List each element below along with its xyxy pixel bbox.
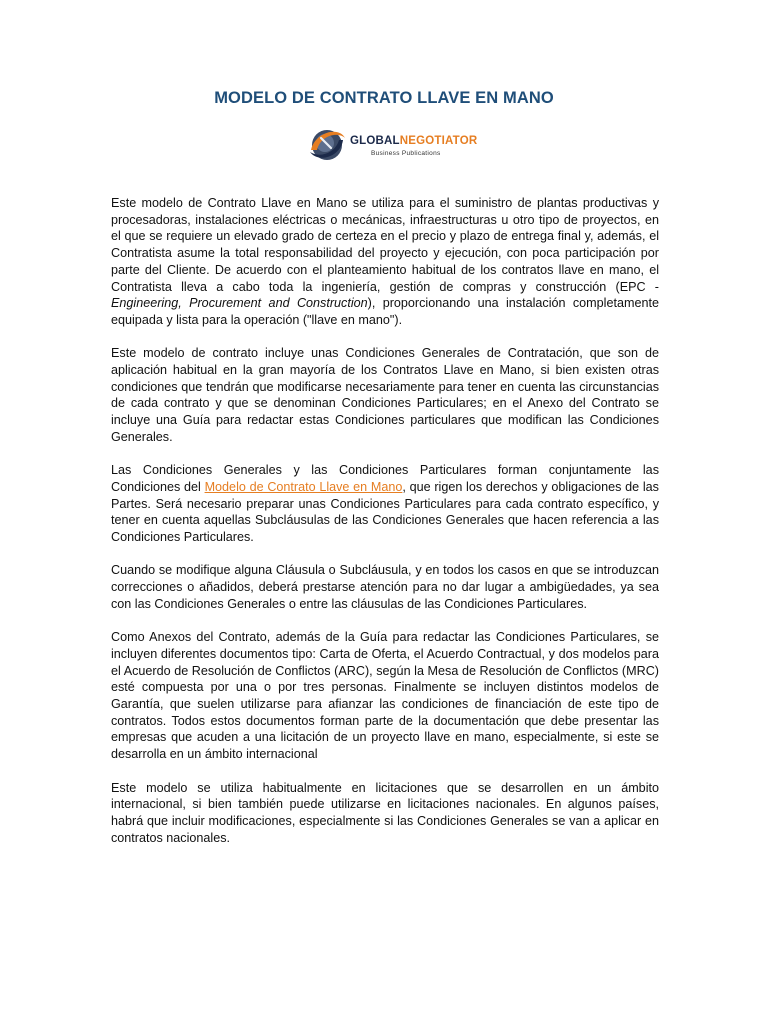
paragraph-2: Este modelo de contrato incluye unas Condiciones Generales de Contratación, que son de aplicación habitual en la gran mayoría de los Contratos Llave en Mano, si bien existen otras condiciones que tendrán que modificarse necesariamente para tener en cuenta las circunstancias de cada contrato y que se denominan Condiciones Particulares; en el Anexo del Contrato se incluye una Guía para redactar estas Condiciones particulares que modifican las Condiciones Generales. xyxy=(111,346,659,444)
globe-swirl-icon xyxy=(305,124,349,166)
paragraph-1-text-a: Este modelo de Contrato Llave en Mano se utiliza para el suministro de plantas productivas y procesadoras, instalaciones eléctricas o mecánicas, infraestructuras u otro tipo de proyectos, en el que se requiere un elevado grado de certeza en el precio y plazo de entrega final y, además, el Contratista asume la total responsabilidad del proyecto y ejecución, con poca participación por parte del Cliente. De acuerdo con el planteamiento habitual de los contratos llave en mano, el Contratista lleva a cabo toda la ingeniería, gestión de compras y construcción (EPC - xyxy=(111,196,659,294)
paragraph-1 xyxy=(111,195,659,329)
page-title: MODELO DE CONTRATO LLAVE EN MANO xyxy=(214,89,554,107)
logo-brand-part2: NEGOTIATOR xyxy=(399,135,478,147)
logo xyxy=(305,124,478,166)
contract-model-link[interactable]: Modelo de Contrato Llave en Mano xyxy=(204,479,403,494)
paragraph-6: Este modelo se utiliza habitualmente en licitaciones que se desarrollen en un ámbito internacional, si bien también puede utilizarse en licitaciones nacionales. En algunos países, habrá que incluir modificaciones, especialmente si las Condiciones Generales se van a aplicar en contratos nacionales. xyxy=(111,780,659,845)
paragraph-3-text-b: , que rigen los derechos y obligaciones de las Partes. Será necesario preparar unas Condiciones Particulares para cada contrato específico, y tener en cuenta aquellas Subcláusulas de las Condiciones Generales que hacen referencia a las Condiciones Particulares. xyxy=(111,479,659,545)
paragraph-1-text-b: ), proporcionando una instalación completamente equipada y lista para la operación ("llave en mano"). xyxy=(111,296,659,327)
paragraph-5: Como Anexos del Contrato, además de la Guía para redactar las Condiciones Particulares, se incluyen diferentes documentos tipo: Carta de Oferta, el Acuerdo Contractual, y dos modelos para el Acuerdo de Resolución de Conflictos (ARC), según la Mesa de Resolución de Conflictos (MRC) esté compuesta por una o por tres personas. Finalmente se incluyen distintos modelos de Garantía, que suelen utilizarse para afianzar las condiciones de financiación de este tipo de contratos. Todos estos documentos forman parte de la documentación que debe presentar las empresas que acuden a una licitación de un proyecto llave en mano, especialmente, si este se desarrolla en un ámbito internacional xyxy=(111,630,659,762)
logo-brand-part1: GLOBAL xyxy=(350,135,400,147)
logo-brand xyxy=(350,135,477,147)
paragraph-3 xyxy=(111,462,659,546)
logo-tagline: Business Publications xyxy=(371,150,441,157)
paragraph-4: Cuando se modifique alguna Cláusula o Subcláusula, y en todos los casos en que se introduzcan correcciones o añadidos, deberá prestarse atención para no dar lugar a ambigüedades, ya sea con las Condiciones Generales o entre las cláusulas de las Condiciones Particulares. xyxy=(111,563,659,611)
paragraph-3-text-a: Las Condiciones Generales y las Condiciones Particulares forman conjuntamente las Condiciones del xyxy=(111,463,659,494)
paragraph-1-epc-term: Engineering, Procurement and Construction xyxy=(111,296,368,311)
document-body xyxy=(111,195,659,863)
